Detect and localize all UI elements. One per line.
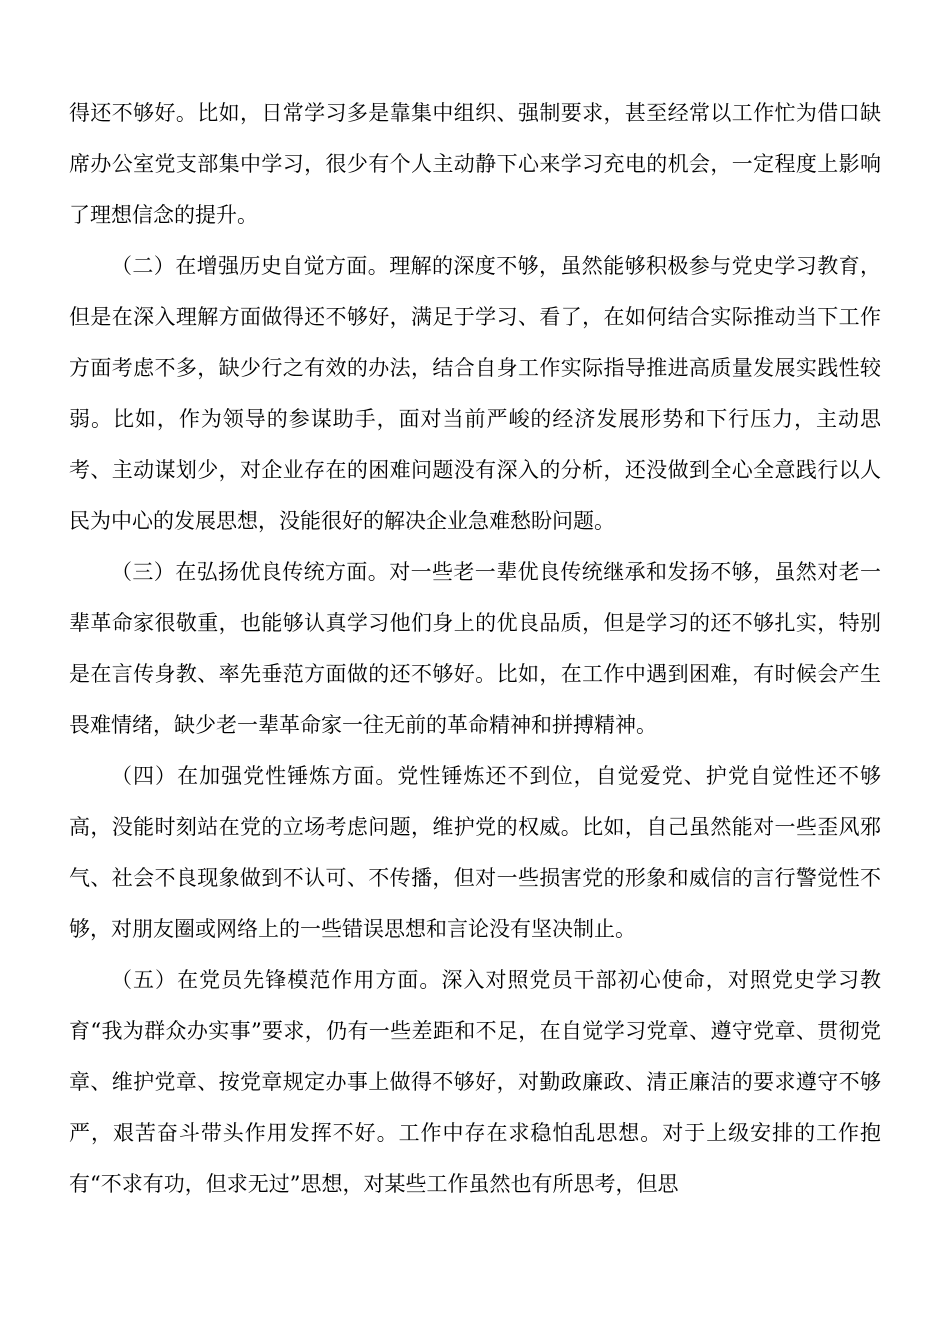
document-body bbox=[69, 88, 881, 1210]
paragraph-section-2: （二）在增强历史自觉方面。理解的深度不够，虽然能够积极参与党史学习教育，但是在深入理解方面做得还不够好，满足于学习、看了，在如何结合实际推动当下工作方面考虑不多，缺少行之有效的办法，结合自身工作实际指导推进高质量发展实践性较弱。比如，作为领导的参谋助手，面对当前严峻的经济发展形势和下行压力，主动思考、主动谋划少，对企业存在的困难问题没有深入的分析，还没做到全心全意践行以人民为中心的发展思想，没能很好的解决企业急难愁盼问题。 bbox=[69, 254, 881, 533]
paragraph-continuation: 得还不够好。比如，日常学习多是靠集中组织、强制要求，甚至经常以工作忙为借口缺席办公室党支部集中学习，很少有个人主动静下心来学习充电的机会，一定程度上影响了理想信念的提升。 bbox=[69, 101, 881, 227]
paragraph-section-4: （四）在加强党性锤炼方面。党性锤炼还不到位，自觉爱党、护党自觉性还不够高，没能时刻站在党的立场考虑问题，维护党的权威。比如，自己虽然能对一些歪风邪气、社会不良现象做到不认可、不传播，但对一些损害党的形象和威信的言行警觉性不够，对朋友圈或网络上的一些错误思想和言论没有坚决制止。 bbox=[69, 764, 881, 941]
paragraph-section-3: （三）在弘扬优良传统方面。对一些老一辈优良传统继承和发扬不够，虽然对老一辈革命家很敬重，也能够认真学习他们身上的优良品质，但是学习的还不够扎实，特别是在言传身教、率先垂范方面做的还不够好。比如，在工作中遇到困难，有时候会产生畏难情绪，缺少老一辈革命家一往无前的革命精神和拼搏精神。 bbox=[69, 560, 881, 737]
paragraph-section-5: （五）在党员先锋模范作用方面。深入对照党员干部初心使命，对照党史学习教育“我为群众办实事”要求，仍有一些差距和不足，在自觉学习党章、遵守党章、贯彻党章、维护党章、按党章规定办事上做得不够好，对勤政廉政、清正廉洁的要求遵守不够严，艰苦奋斗带头作用发挥不好。工作中存在求稳怕乱思想。对于上级安排的工作抱有“不求有功，但求无过”思想，对某些工作虽然也有所思考，但思 bbox=[69, 968, 881, 1196]
